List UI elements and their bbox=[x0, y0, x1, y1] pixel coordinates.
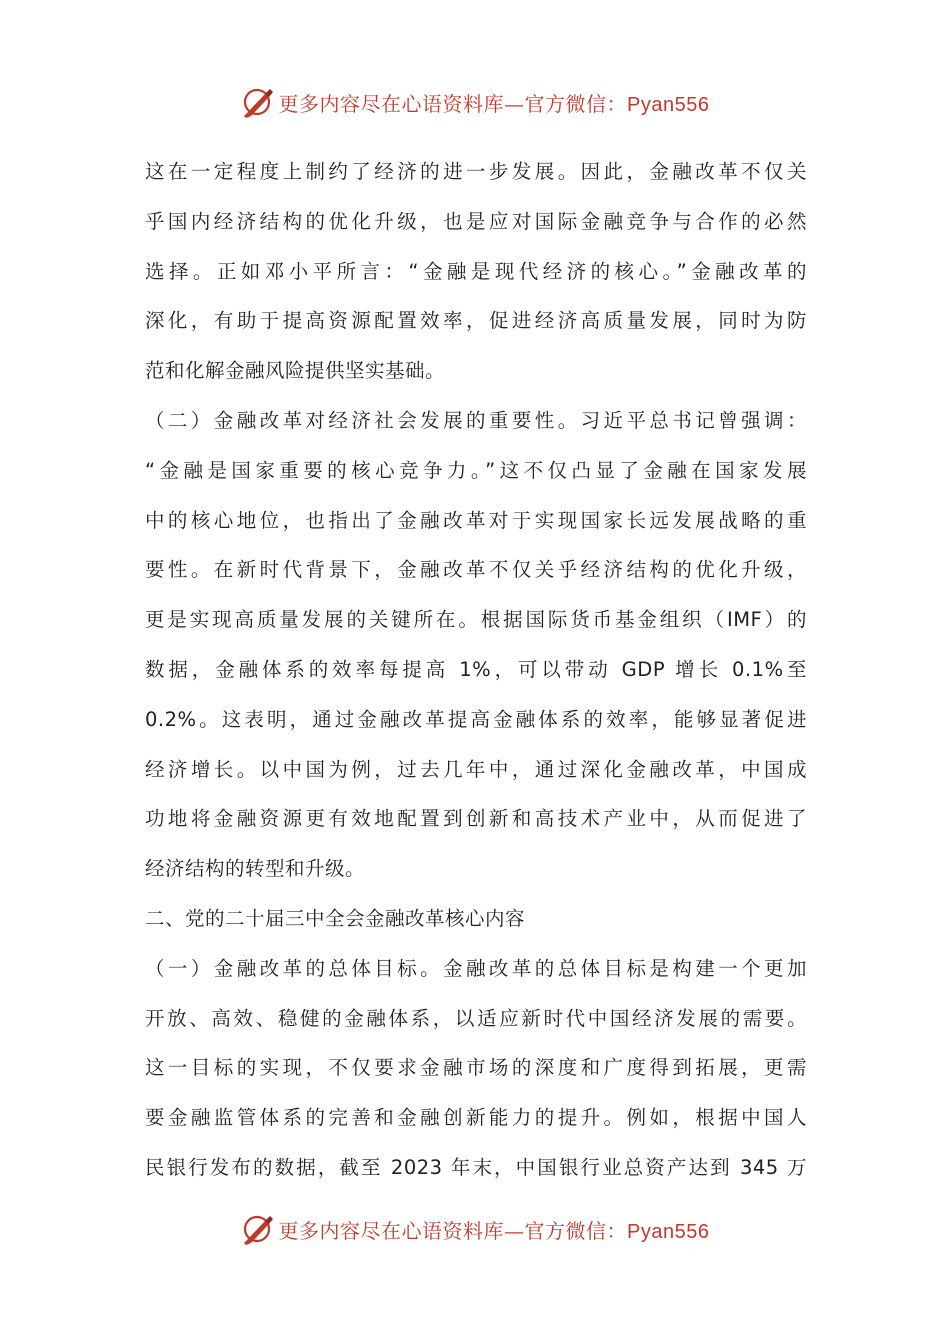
text-line: 范和化解金融风险提供坚实基础。 bbox=[145, 359, 446, 383]
text-line: 中的核心地位，也指出了金融改革对于实现国家长远发展战略的重 bbox=[145, 508, 807, 532]
section-heading: 二、党的二十届三中全会金融改革核心内容 bbox=[145, 906, 526, 930]
text-line: 0.2%。这表明，通过金融改革提高金融体系的效率，能够显著促进 bbox=[145, 707, 807, 731]
text-line: （一）金融改革的总体目标。金融改革的总体目标是构建一个更加 bbox=[145, 956, 807, 980]
watermark-handle: Pyan556 bbox=[627, 1220, 710, 1243]
text-line: 开放、高效、稳健的金融体系，以适应新时代中国经济发展的需要。 bbox=[145, 1006, 807, 1030]
text-line: 这在一定程度上制约了经济的进一步发展。因此，金融改革不仅关 bbox=[145, 160, 807, 183]
text-line: 要性。在新时代背景下，金融改革不仅关乎经济结构的优化升级， bbox=[145, 558, 807, 582]
text-line: 民银行发布的数据，截至 2023 年末，中国银行业总资产达到 345 万 bbox=[145, 1155, 807, 1179]
text-line: 要金融监管体系的完善和金融创新能力的提升。例如，根据中国人 bbox=[145, 1106, 807, 1130]
text-line: 经济结构的转型和升级。 bbox=[145, 857, 366, 881]
footer-watermark bbox=[0, 1209, 950, 1249]
text-line: 选择。正如邓小平所言：“金融是现代经济的核心。”金融改革的 bbox=[145, 259, 807, 283]
watermark-handle: Pyan556 bbox=[627, 93, 710, 116]
text-line: “金融是国家重要的核心竞争力。”这不仅凸显了金融在国家发展 bbox=[145, 458, 807, 482]
header-watermark bbox=[0, 82, 950, 122]
text-line: 深化，有助于提高资源配置效率，促进经济高质量发展，同时为防 bbox=[145, 309, 807, 333]
text-line: 功地将金融资源更有效地配置到创新和高技术产业中，从而促进了 bbox=[145, 807, 807, 831]
pen-logo-icon bbox=[241, 85, 275, 119]
text-line: 乎国内经济结构的优化升级，也是应对国际金融竞争与合作的必然 bbox=[145, 209, 807, 233]
text-line: 更是实现高质量发展的关键所在。根据国际货币基金组织（IMF）的 bbox=[145, 608, 807, 632]
text-line: 这一目标的实现，不仅要求金融市场的深度和广度得到拓展，更需 bbox=[145, 1056, 807, 1080]
text-line: （二）金融改革对经济社会发展的重要性。习近平总书记曾强调： bbox=[145, 408, 807, 432]
watermark-text: 更多内容尽在心语资料库—官方微信：Pyan556 bbox=[278, 91, 710, 116]
document-body bbox=[145, 147, 807, 1193]
text-line: 经济增长。以中国为例，过去几年中，通过深化金融改革，中国成 bbox=[145, 757, 807, 781]
watermark-text: 更多内容尽在心语资料库—官方微信：Pyan556 bbox=[278, 1218, 710, 1243]
text-line: 数据，金融体系的效率每提高 1%，可以带动 GDP 增长 0.1%至 bbox=[145, 657, 807, 681]
pen-logo-icon bbox=[241, 1212, 275, 1246]
